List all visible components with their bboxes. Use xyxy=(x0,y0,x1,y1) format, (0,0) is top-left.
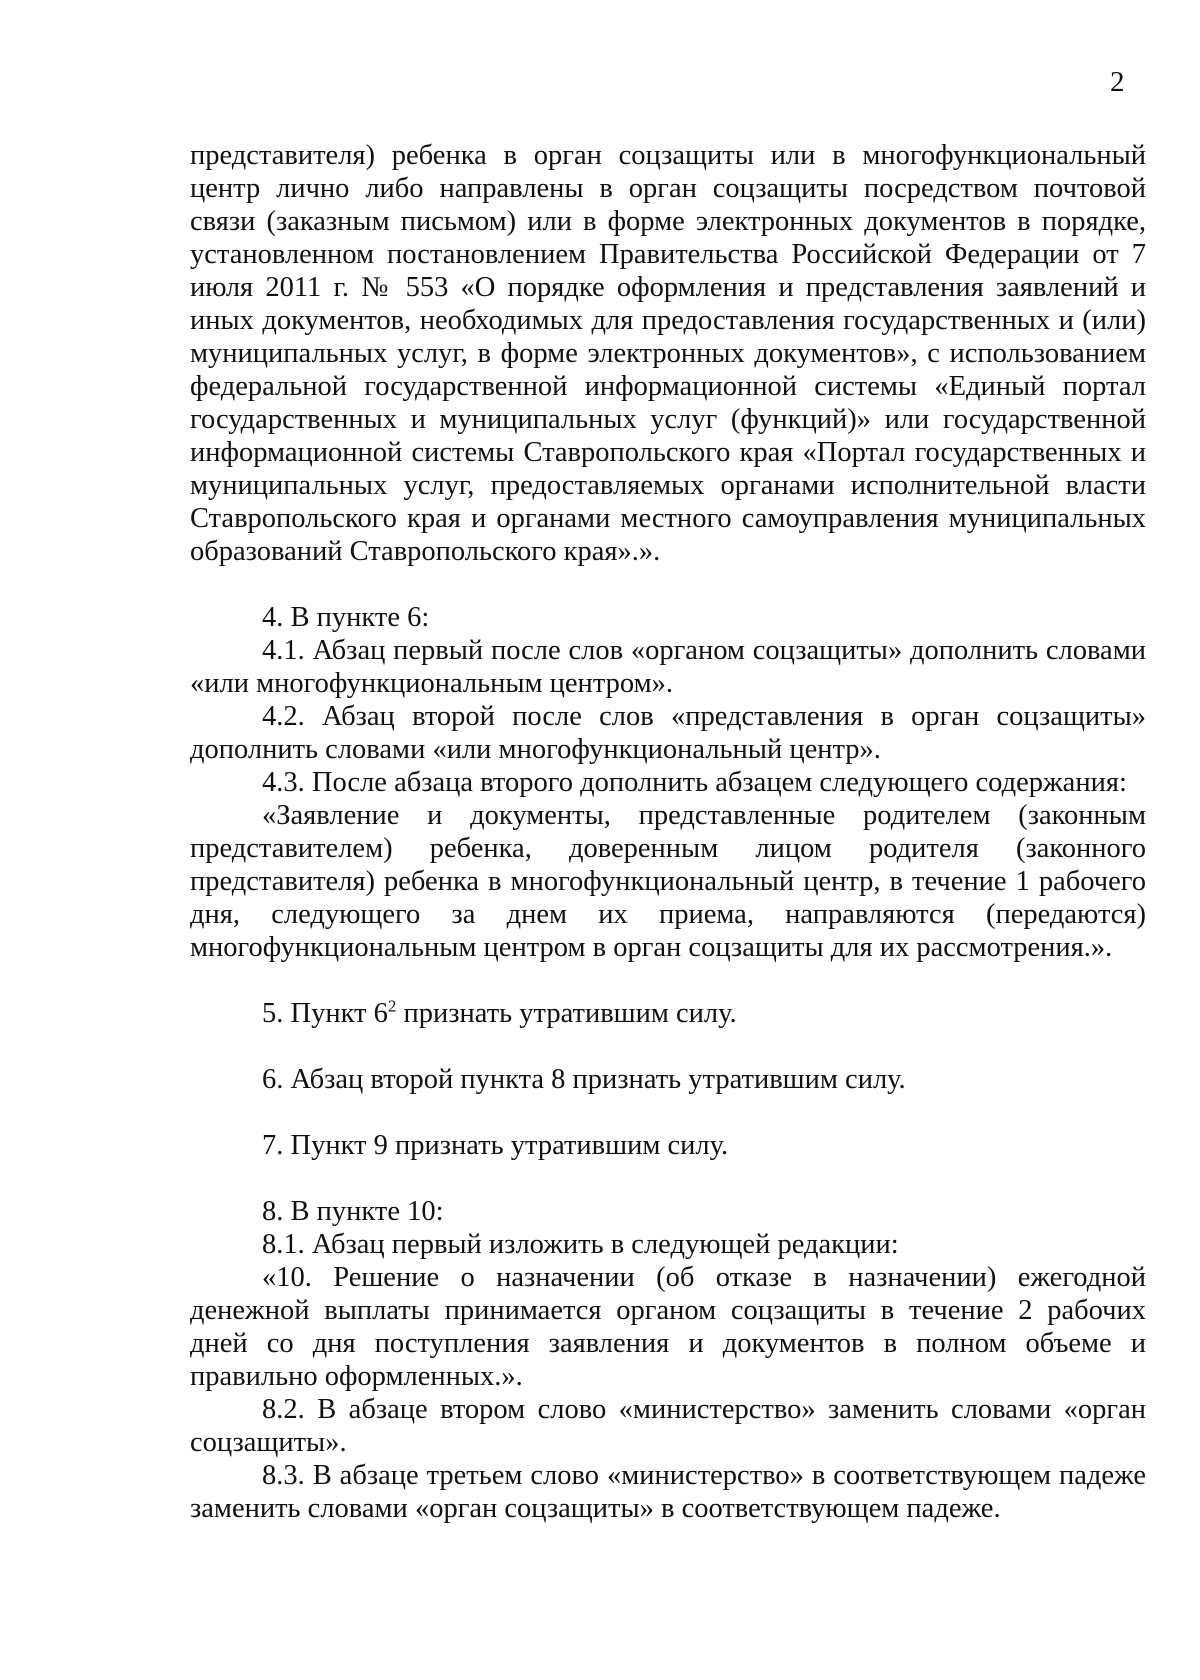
document-body xyxy=(190,139,1146,1525)
paragraph-item-4: 4. В пункте 6: xyxy=(262,602,430,633)
superscript: 2 xyxy=(387,996,397,1016)
paragraph-item-6: 6. Абзац второй пункта 8 признать утратившим силу. xyxy=(262,1064,906,1095)
paragraph-continuation: представителя) ребенка в орган соцзащиты или в многофункциональный центр лично либо направлены в орган соцзащиты посредством почтовой связи (заказным письмом) или в форме электронных документов в порядке, установленном постановлением Правительства Российской Федерации от 7 июля 2011 г. № 553 «О порядке оформления и представления заявлений и иных документов, необходимых для предоставления государственных и (или) муниципальных услуг, в форме электронных документов», с использованием федеральной государственной информационной системы «Единый портал государственных и муниципальных услуг (функций)» или государственной информационной системы Ставропольского края «Портал государственных и муниципальных услуг, предоставляемых органами исполнительной власти Ставропольского края и органами местного самоуправления муниципальных образований Ставропольского края».». xyxy=(190,140,1146,567)
paragraph-item-5 xyxy=(190,997,1146,1030)
paragraph-item-4-1: 4.1. Абзац первый после слов «органом соцзащиты» дополнить словами «или многофункциональным центром». xyxy=(190,635,1146,699)
paragraph-quote-decision: «10. Решение о назначении (об отказе в назначении) ежегодной денежной выплаты принимается органом соцзащиты в течение 2 рабочих дней со дня поступления заявления и документов в полном объеме и правильно оформленных.». xyxy=(190,1262,1146,1392)
paragraph-item-4-2: 4.2. Абзац второй после слов «представления в орган соцзащиты» дополнить словами «или многофункциональный центр». xyxy=(190,701,1146,765)
paragraph-item-4-3: 4.3. После абзаца второго дополнить абзацем следующего содержания: xyxy=(262,767,1127,798)
paragraph-item-7: 7. Пункт 9 признать утратившим силу. xyxy=(262,1130,729,1161)
paragraph-item-8-2: 8.2. В абзаце втором слово «министерство» заменить словами «орган соцзащиты». xyxy=(190,1394,1146,1458)
paragraph-quote-application: «Заявление и документы, представленные родителем (законным представителем) ребенка, доверенным лицом родителя (законного представителя) ребенка в многофункциональный центр, в течение 1 рабочего дня, следующего за днем их приема, направляются (передаются) многофункциональным центром в орган соцзащиты для их рассмотрения.». xyxy=(190,800,1146,963)
paragraph-item-8: 8. В пункте 10: xyxy=(262,1196,444,1227)
paragraph-item-8-1: 8.1. Абзац первый изложить в следующей редакции: xyxy=(262,1229,899,1260)
paragraph-item-8-3: 8.3. В абзаце третьем слово «министерство» в соответствующем падеже заменить словами «орган соцзащиты» в соответствующем падеже. xyxy=(190,1460,1146,1524)
page-number: 2 xyxy=(1110,66,1125,98)
item-5-text-end: признать утратившим силу. xyxy=(396,998,737,1029)
item-5-text-start: 5. Пункт 6 xyxy=(262,998,388,1029)
